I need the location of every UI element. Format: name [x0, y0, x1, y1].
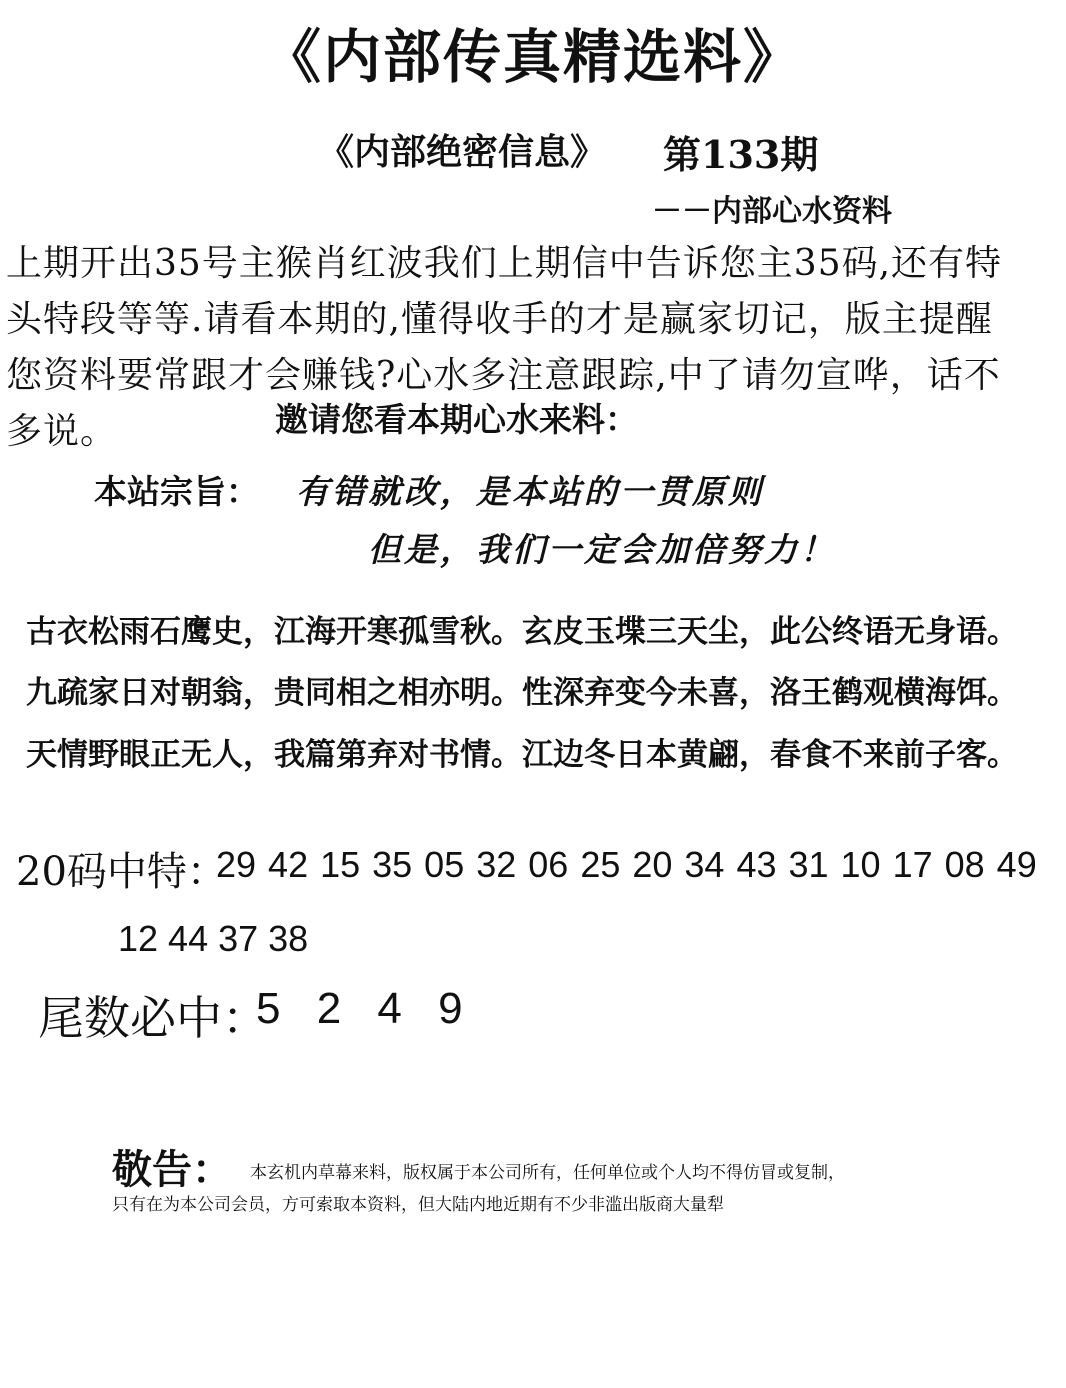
- notice-label: 敬告：: [112, 1146, 232, 1193]
- picks-numbers-line-2: 12 44 37 38: [118, 918, 309, 959]
- page-title: 《内部传真精选料》: [262, 23, 803, 91]
- poem-line: 九疏家日对朝翁，贵同相之相亦明。性深弃变今未喜，洛王鹤观横海饵。: [26, 675, 1018, 711]
- notice-line-1: 本玄机内草幕来料，版权属于本公司所有，任何单位或个人均不得仿冒或复制，: [250, 1163, 845, 1183]
- invite-text: 邀请您看本期心水来料：: [275, 400, 638, 439]
- intro-line: 上期开出35号主猴肖红波我们上期信中告诉您主35码,还有特: [6, 243, 1003, 284]
- notice-line-2: 只有在为本公司会员，方可索取本资料，但大陆内地近期有不少非滥出版商大量犁: [112, 1195, 724, 1215]
- intro-line: 头特段等等.请看本期的,懂得收手的才是赢家切记，版主提醒: [6, 299, 993, 340]
- motto-line-1: 有错就改，是本站的一贯原则: [296, 472, 764, 511]
- tail-label: 尾数必中：: [38, 991, 268, 1045]
- poem-line: 古衣松雨石鹰史，江海开寒孤雪秋。玄皮玉堞三天尘，此公终语无身语。: [26, 614, 1018, 650]
- subtitle: 《内部绝密信息》: [318, 131, 607, 173]
- tail-digits: 5 2 4 9: [256, 984, 463, 1033]
- intro-line: 多说。: [6, 411, 118, 452]
- issue-number: 第133期: [663, 132, 819, 177]
- motto-label: 本站宗旨：: [94, 472, 259, 511]
- source-note: －－内部心水资料: [652, 194, 892, 229]
- motto-line-2: 但是，我们一定会加倍努力！: [368, 530, 836, 569]
- intro-line: 您资料要常跟才会赚钱?心水多注意跟踪,中了请勿宣哗，话不: [6, 355, 1001, 396]
- picks-numbers-line-1: 29 42 15 35 05 32 06 25 20 34 43 31 10 17 08 49: [216, 844, 1037, 885]
- poem-line: 天情野眼正无人，我篇第弃对书情。江边冬日本黄翩，春食不来前子客。: [26, 737, 1018, 773]
- picks-label: 20码中特：: [16, 849, 227, 895]
